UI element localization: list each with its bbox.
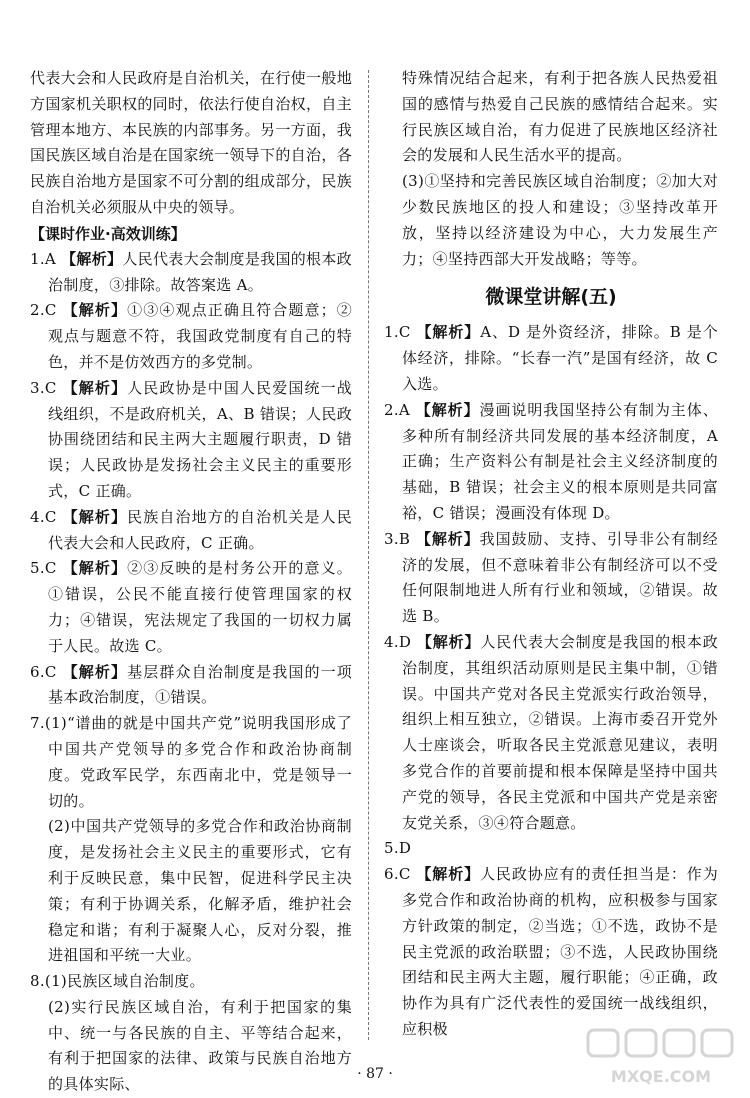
section-header: 【课时作业·高效训练】 <box>30 224 186 243</box>
watermark-text: MXQE.COM <box>610 1067 712 1086</box>
answer-item: 3.C 【解析】人民政协是中国人民爱国统一战线组织，不是政府机关，A、B 错误；人民政协围绕团结和民主两大主题履行职责，D 错误；人民政协是发扬社会主义民主的重要形式，C 正确。 <box>30 378 353 500</box>
answer-item: 2.C 【解析】①③④观点正确且符合题意；②观点与题意不符，我国政党制度有自己的特色，并不是仿效西方的多党制。 <box>30 301 353 371</box>
page-number: · 87 · <box>357 1066 393 1082</box>
answer-item: 5.D <box>384 839 412 858</box>
answer-item-7-part2: (2)中国共产党领导的多党合作和政治协商制度，是发扬社会主义民主的重要形式，它有利于反映民意，集中民智，促进科学民主决策；有利于协调关系，化解矛盾，维护社会稳定和谐；有利于凝聚人心，反对分裂，推进祖国和平统一大业。 <box>48 817 352 965</box>
answer-item: 3.B 【解析】我国鼓励、支持、引导非公有制经济的发展，但不意味着非公有制经济可以不受任何限制地进人所有行业和领域，②错误。故选 B。 <box>384 529 718 626</box>
answer-item: 1.A 【解析】人民代表大会制度是我国的根本政治制度，③排除。故答案选 A。 <box>30 249 352 294</box>
left-column <box>30 66 352 1098</box>
answer-item-7-part1: 7.(1)“谱曲的就是中国共产党”说明我国形成了中国共产党领导的多党合作和政治协商制度。党政军民学，东西南北中，党是领导一切的。 <box>30 714 352 810</box>
answer-item: 6.C 【解析】基层群众自治制度是我国的一项基本政治制度，①错误。 <box>30 662 353 707</box>
intro-paragraph: 代表大会和人民政府是自治机关，在行使一般地方国家机关职权的同时，依法行使自治权，自主管理本地方、本民族的内部事务。另一方面，我国民族区域自治是在国家统一领导下的自治，各民族自治地方是国家不可分割的组成部分，民族自治机关必须服从中央的领导。 <box>30 69 352 216</box>
answer-item: 4.C 【解析】民族自治地方的自治机关是人民代表大会和人民政府，C 正确。 <box>30 507 353 552</box>
answer-item-8-part2: (2)实行民族区域自治，有利于把国家的集中、统一与各民族的自主、平等结合起来，有利于把国家的法律、政策与民族自治地方的具体实际、 <box>48 997 352 1094</box>
answer-item: 2.A 【解析】漫画说明我国坚持公有制为主体、多种所有制经济共同发展的基本经济制度，A 正确；生产资料公有制是社会主义经济制度的基础，B 错误；社会主义的根本原则是共同富裕，C 错误；漫画没有体现 D。 <box>384 400 718 522</box>
answer-item: 6.C 【解析】人民政协应有的责任担当是：作为多党合作和政治协商的机构，应积极参与国家方针政策的制定，②当选；①不选，政协不是民主党派的政治联盟；③不选，人民政协围绕团结和民主两大主题，履行职能；④正确，政协作为具有广泛代表性的爱国统一战线组织，应积极 <box>384 865 718 1038</box>
section-title: 微课堂讲解(五) <box>485 286 617 309</box>
answer-item: 5.C 【解析】②③反映的是村务公开的意义。①错误，公民不能直接行使管理国家的权力；④错误，宪法规定了我国的一切权力属于人民。故选 C。 <box>30 559 353 655</box>
right-column <box>384 66 718 1043</box>
answer-item: 4.D 【解析】人民代表大会制度是我国的根本政治制度，其组织活动原则是民主集中制，①错误。中国共产党对各民主党派实行政治领导，组织上相互独立，②错误。上海市委召开党外人士座谈会，听取各民主党派意见建议，表明多党合作的首要前提和根本保障是坚持中国共产党的领导，各民主党派和中国共产党是亲密友党关系，③④符合题意。 <box>384 632 718 832</box>
continuation-paragraph: 特殊情况结合起来，有利于把各族人民热爱祖国的感情与热爱自己民族的感情结合起来。实行民族区域自治，有力促进了民族地区经济社会的发展和人民生活水平的提高。 <box>402 69 718 165</box>
answer-item: 1.C 【解析】A、D 是外资经济，排除。B 是个体经济，排除。“长春一汽”是国有经济，故 C 入选。 <box>384 323 718 393</box>
answer-item-8-part1: 8.(1)民族区域自治制度。 <box>30 972 205 991</box>
column-divider <box>368 70 369 1040</box>
watermark-logo-icon <box>586 1028 736 1088</box>
answer-item-8-part3: (3)①坚持和完善民族区域自治制度；②加大对少数民族地区的投人和建设；③坚持改革开放，坚持以经济建设为中心，大力发展生产力；④坚持西部大开发战略；等等。 <box>402 172 718 268</box>
